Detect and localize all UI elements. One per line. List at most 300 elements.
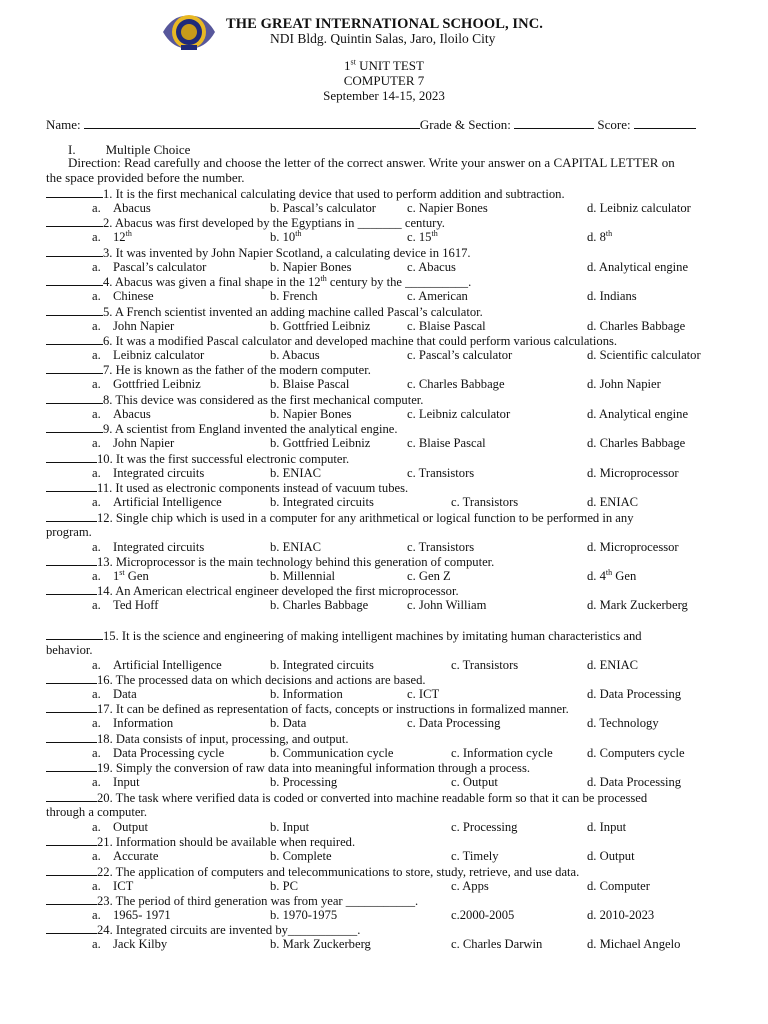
question-text: It used as electronic components instead of vacuum tubes. — [112, 481, 409, 495]
choice-text: c. Charles Babbage — [407, 377, 505, 391]
choice-text: c. Timely — [451, 849, 499, 863]
question-number: 22. — [97, 865, 113, 879]
choice-text: 12 — [113, 230, 126, 244]
choice-d[interactable] — [587, 407, 688, 422]
answer-blank[interactable] — [46, 672, 97, 684]
choice-text: c. 15 — [407, 230, 432, 244]
choice-d[interactable] — [587, 658, 638, 673]
choice-b[interactable] — [270, 937, 371, 952]
choice-text: c. Transistors — [451, 495, 519, 509]
choice-text: d. Mark Zuckerberg — [587, 598, 688, 612]
question-number: 8. — [103, 393, 113, 407]
choice-text: b. PC — [270, 879, 298, 893]
answer-blank[interactable] — [46, 760, 97, 772]
choice-a-letter: a. — [92, 540, 101, 554]
choice-d[interactable] — [587, 348, 701, 363]
superscript: st — [119, 567, 125, 577]
choice-b[interactable] — [270, 348, 320, 363]
question-text: He is known as the father of the modern computer. — [112, 363, 371, 377]
question-17 — [46, 701, 569, 716]
choice-text: c. Leibniz calculator — [407, 407, 511, 421]
directions — [46, 155, 728, 185]
choice-text: c. Gen Z — [407, 569, 451, 583]
choice-c[interactable] — [407, 348, 512, 363]
student-info-line — [46, 117, 696, 133]
choice-text: d. 2010-2023 — [587, 908, 655, 922]
answer-blank[interactable] — [46, 834, 97, 846]
answer-blank[interactable] — [46, 790, 97, 802]
choice-c[interactable] — [451, 746, 553, 761]
choice-text: d. Charles Babbage — [587, 436, 686, 450]
choice-d[interactable] — [587, 849, 635, 864]
choice-text: c. Pascal’s calculator — [407, 348, 513, 362]
choice-text: d. 4 — [587, 569, 606, 583]
choice-a-letter: a. — [92, 201, 101, 215]
choice-a[interactable] — [113, 775, 140, 790]
choice-text: d. ENIAC — [587, 495, 639, 509]
choice-text: Information — [113, 716, 174, 730]
choice-c[interactable] — [407, 598, 486, 613]
question-10 — [46, 451, 349, 466]
question-19 — [46, 760, 530, 775]
choice-b[interactable] — [270, 849, 332, 864]
question-number: 10. — [97, 452, 113, 466]
choice-text: b. Abacus — [270, 348, 320, 362]
choice-b[interactable] — [270, 820, 309, 835]
choice-text: d. Output — [587, 849, 635, 863]
question-text: The processed data on which decisions and actions are based. — [112, 673, 426, 687]
choice-a[interactable] — [113, 319, 174, 334]
answer-blank[interactable] — [46, 864, 97, 876]
choice-a-letter: a. — [92, 716, 101, 730]
choice-text: c. Apps — [451, 879, 489, 893]
choice-text: Accurate — [113, 849, 159, 863]
choice-text: b. Charles Babbage — [270, 598, 369, 612]
choice-text: c. Transistors — [407, 540, 475, 554]
choice-b[interactable] — [270, 201, 376, 216]
choice-a[interactable] — [113, 746, 224, 761]
choice-text: b. ENIAC — [270, 466, 322, 480]
score-label: Score: — [594, 117, 634, 132]
question-number: 16. — [97, 673, 113, 687]
choice-a[interactable] — [113, 569, 149, 584]
choice-text: c. Blaise Pascal — [407, 319, 486, 333]
choice-a-letter: a. — [92, 746, 101, 760]
choice-c[interactable] — [451, 775, 498, 790]
choice-b[interactable] — [270, 540, 321, 555]
question-continuation: behavior. — [46, 643, 93, 657]
question-number: 6. — [103, 334, 113, 348]
choice-text: d. Scientific calculator — [587, 348, 701, 362]
choice-text: b. Millennial — [270, 569, 336, 583]
choice-text: c. American — [407, 289, 468, 303]
choice-text: c. Blaise Pascal — [407, 436, 486, 450]
choice-d[interactable] — [587, 540, 679, 555]
choice-c[interactable] — [407, 687, 439, 702]
question-4 — [46, 274, 471, 289]
choice-a-letter: a. — [92, 849, 101, 863]
question-20 — [46, 790, 647, 805]
score-field[interactable] — [634, 117, 696, 129]
answer-blank[interactable] — [46, 392, 103, 404]
choice-text: Pascal’s calculator — [113, 260, 207, 274]
choice-d[interactable] — [587, 289, 637, 304]
choice-text: c.2000-2005 — [451, 908, 515, 922]
choice-c[interactable] — [407, 377, 505, 392]
choice-text: b. Complete — [270, 849, 332, 863]
choice-a[interactable] — [113, 230, 132, 245]
choice-text: Data — [113, 687, 137, 701]
superscript: th — [295, 228, 302, 238]
choice-c[interactable] — [407, 540, 474, 555]
choice-text: Abacus — [113, 201, 151, 215]
choice-text: Data Processing cycle — [113, 746, 225, 760]
choice-a[interactable] — [113, 407, 151, 422]
choice-text: John Napier — [113, 436, 175, 450]
answer-blank[interactable] — [46, 480, 97, 492]
choice-a[interactable] — [113, 540, 204, 555]
choice-a-letter: a. — [92, 658, 101, 672]
question-8 — [46, 392, 423, 407]
choice-text: d. Computer — [587, 879, 650, 893]
answer-blank[interactable] — [46, 215, 103, 227]
question-12 — [46, 510, 634, 525]
question-text: century by the __________. — [326, 275, 472, 289]
choice-c[interactable] — [451, 495, 518, 510]
choice-b[interactable] — [270, 658, 374, 673]
superscript: th — [320, 273, 327, 283]
choice-d[interactable] — [587, 908, 654, 923]
choice-text: b. Data — [270, 716, 307, 730]
choice-text: Integrated circuits — [113, 466, 205, 480]
question-7 — [46, 362, 371, 377]
choice-text: c. Abacus — [407, 260, 456, 274]
choice-a[interactable] — [113, 495, 222, 510]
choice-c[interactable] — [451, 849, 499, 864]
choice-text: Artificial Intelligence — [113, 495, 222, 509]
choice-d[interactable] — [587, 598, 688, 613]
choice-c[interactable] — [407, 230, 438, 245]
choice-text: b. Mark Zuckerberg — [270, 937, 371, 951]
superscript: th — [125, 228, 132, 238]
question-text: Abacus was first developed by the Egyptians in _______ century. — [112, 216, 445, 230]
choice-c[interactable] — [407, 407, 510, 422]
choice-text: d. Microprocessor — [587, 540, 679, 554]
question-16 — [46, 672, 426, 687]
choice-c[interactable] — [407, 716, 500, 731]
choice-text: d. Analytical engine — [587, 407, 689, 421]
choice-text: Gottfried Leibniz — [113, 377, 201, 391]
question-3 — [46, 245, 471, 260]
choice-a[interactable] — [113, 908, 171, 923]
choice-text: d. Michael Angelo — [587, 937, 681, 951]
question-text: It was invented by John Napier Scotland, a calculating device in 1617. — [112, 246, 471, 260]
school-seal-logo — [161, 12, 217, 52]
choice-text: Chinese — [113, 289, 154, 303]
question-text: It was a modified Pascal calculator and developed machine that could perform various calculations. — [112, 334, 618, 348]
choice-d[interactable] — [587, 716, 659, 731]
section-number: I. — [68, 142, 76, 157]
choice-text: 1965- 1971 — [113, 908, 171, 922]
choice-text: b. Blaise Pascal — [270, 377, 350, 391]
choice-text: c. Transistors — [407, 466, 475, 480]
choice-a[interactable] — [113, 348, 204, 363]
choice-text: Leibniz calculator — [113, 348, 205, 362]
direction-line-2: the space provided before the number. — [46, 169, 245, 185]
answer-blank[interactable] — [46, 731, 97, 743]
question-number: 9. — [103, 422, 113, 436]
choice-b[interactable] — [270, 319, 370, 334]
name-field[interactable] — [84, 117, 420, 129]
choice-b[interactable] — [270, 775, 337, 790]
choice-text: b. Napier Bones — [270, 407, 352, 421]
choice-d[interactable] — [587, 495, 638, 510]
choice-text: Gen — [612, 569, 637, 583]
question-text: Integrated circuits are invented by___________. — [112, 923, 361, 937]
question-number: 18. — [97, 732, 113, 746]
question-number: 12. — [97, 511, 113, 525]
choice-d[interactable] — [587, 230, 612, 245]
choice-d[interactable] — [587, 879, 650, 894]
choice-b[interactable] — [270, 466, 321, 481]
answer-blank[interactable] — [46, 701, 97, 713]
choice-text: c. Information cycle — [451, 746, 553, 760]
question-number: 21. — [97, 835, 113, 849]
question-text: It was the first successful electronic computer. — [112, 452, 350, 466]
question-number: 20. — [97, 791, 113, 805]
choice-text: c. ICT — [407, 687, 440, 701]
answer-blank[interactable] — [46, 333, 103, 345]
choice-a-letter: a. — [92, 775, 101, 789]
choice-text: d. Leibniz calculator — [587, 201, 691, 215]
choice-d[interactable] — [587, 746, 685, 761]
test-date: September 14-15, 2023 — [323, 88, 445, 103]
choice-a-letter: a. — [92, 598, 101, 612]
choice-a-letter: a. — [92, 377, 101, 391]
choice-text: Jack Kilby — [113, 937, 168, 951]
choice-text: b. Processing — [270, 775, 338, 789]
question-text: Microprocessor is the main technology behind this generation of computer. — [112, 555, 495, 569]
choice-a[interactable] — [113, 658, 222, 673]
answer-blank[interactable] — [46, 510, 97, 522]
choice-a[interactable] — [113, 598, 158, 613]
question-number: 17. — [97, 702, 113, 716]
question-continuation: program. — [46, 525, 92, 539]
choice-d[interactable] — [587, 820, 626, 835]
question-number: 4. — [103, 275, 113, 289]
choice-b[interactable] — [270, 407, 352, 422]
choice-text: d. Microprocessor — [587, 466, 679, 480]
choice-c[interactable] — [407, 201, 488, 216]
choice-c[interactable] — [407, 260, 456, 275]
choice-a-letter: a. — [92, 319, 101, 333]
subject-title: COMPUTER 7 — [343, 73, 425, 88]
question-text: Single chip which is used in a computer for any arithmetical or logical function to be performed in any — [112, 511, 634, 525]
choice-c[interactable] — [407, 569, 451, 584]
question-continuation: through a computer. — [46, 805, 148, 819]
question-number: 7. — [103, 363, 113, 377]
choice-a[interactable] — [113, 879, 133, 894]
answer-blank[interactable] — [46, 362, 103, 374]
choice-text: b. 1970-1975 — [270, 908, 338, 922]
answer-blank[interactable] — [46, 893, 97, 905]
choice-a[interactable] — [113, 436, 174, 451]
choice-a-letter: a. — [92, 407, 101, 421]
choice-a[interactable] — [113, 937, 167, 952]
choice-a[interactable] — [113, 260, 206, 275]
test-title: 1st UNIT TEST — [344, 57, 424, 73]
question-number: 1. — [103, 187, 113, 201]
choice-a[interactable] — [113, 820, 148, 835]
choice-c[interactable] — [407, 436, 486, 451]
answer-blank[interactable] — [46, 554, 97, 566]
choice-a[interactable] — [113, 687, 137, 702]
choice-text: c. Transistors — [451, 658, 519, 672]
choice-text: d. Indians — [587, 289, 637, 303]
choice-text: c. Processing — [451, 820, 518, 834]
choice-text: 1 — [113, 569, 120, 583]
question-2 — [46, 215, 445, 230]
answer-blank[interactable] — [46, 628, 103, 640]
question-text: Abacus was given a final shape in the 12 — [112, 275, 321, 289]
choice-a-letter: a. — [92, 289, 101, 303]
choice-a[interactable] — [113, 716, 173, 731]
answer-blank[interactable] — [46, 583, 97, 595]
question-24 — [46, 922, 360, 937]
choice-a[interactable] — [113, 849, 158, 864]
choice-c[interactable] — [451, 908, 514, 923]
choice-text: c. Data Processing — [407, 716, 501, 730]
question-text: A French scientist invented an adding machine called Pascal’s calculator. — [112, 305, 483, 319]
choice-text: c. Charles Darwin — [451, 937, 543, 951]
choice-text: b. Input — [270, 820, 310, 834]
question-number: 2. — [103, 216, 113, 230]
answer-blank[interactable] — [46, 421, 103, 433]
choice-text: b. Information — [270, 687, 343, 701]
school-address: NDI Bldg. Quintin Salas, Jaro, Iloilo City — [270, 31, 496, 46]
grade-section-field[interactable] — [514, 117, 594, 129]
choice-c[interactable] — [407, 289, 468, 304]
choice-d[interactable] — [587, 466, 679, 481]
choice-c[interactable] — [407, 466, 474, 481]
choice-text: Ted Hoff — [113, 598, 159, 612]
answer-blank[interactable] — [46, 186, 103, 198]
choice-d[interactable] — [587, 377, 661, 392]
question-text: This device was considered as the first mechanical computer. — [112, 393, 424, 407]
question-15 — [46, 628, 642, 643]
choice-a-letter: a. — [92, 820, 101, 834]
choice-text: d. Technology — [587, 716, 659, 730]
choice-b[interactable] — [270, 377, 349, 392]
choice-c[interactable] — [451, 658, 518, 673]
choice-text: Output — [113, 820, 148, 834]
choice-a[interactable] — [113, 377, 201, 392]
choice-a-letter: a. — [92, 937, 101, 951]
choice-d[interactable] — [587, 775, 681, 790]
choice-text: d. ENIAC — [587, 658, 639, 672]
choice-d[interactable] — [587, 436, 685, 451]
choice-b[interactable] — [270, 289, 318, 304]
choice-a-letter: a. — [92, 436, 101, 450]
choice-text: d. Charles Babbage — [587, 319, 686, 333]
choice-text: b. Communication cycle — [270, 746, 394, 760]
choice-d[interactable] — [587, 260, 688, 275]
question-6 — [46, 333, 617, 348]
choice-b[interactable] — [270, 908, 337, 923]
choice-a-letter: a. — [92, 908, 101, 922]
choice-b[interactable] — [270, 746, 393, 761]
choice-d[interactable] — [587, 937, 680, 952]
question-text: It is the first mechanical calculating device that used to perform addition and subtraction. — [112, 187, 565, 201]
choice-text: d. 8 — [587, 230, 606, 244]
choice-d[interactable] — [587, 687, 681, 702]
choice-d[interactable] — [587, 569, 636, 584]
question-number: 15. — [103, 629, 119, 643]
superscript: th — [431, 228, 438, 238]
question-text: Data consists of input, processing, and output. — [112, 732, 349, 746]
answer-blank[interactable] — [46, 304, 103, 316]
choice-b[interactable] — [270, 495, 374, 510]
question-text: The period of third generation was from year ___________. — [112, 894, 419, 908]
choice-text: John Napier — [113, 319, 175, 333]
direction-line-1: Direction: Read carefully and choose the letter of the correct answer. Write your answer on a CAPITAL LETTER on — [68, 155, 675, 170]
choice-text: d. Input — [587, 820, 627, 834]
choice-a-letter: a. — [92, 466, 101, 480]
answer-blank[interactable] — [46, 274, 103, 286]
answer-blank[interactable] — [46, 451, 97, 463]
choice-b[interactable] — [270, 598, 368, 613]
choice-b[interactable] — [270, 879, 298, 894]
choice-b[interactable] — [270, 436, 370, 451]
choice-b[interactable] — [270, 260, 352, 275]
superscript: th — [605, 228, 613, 238]
choice-a-letter: a. — [92, 687, 101, 701]
choice-text: ICT — [113, 879, 134, 893]
answer-blank[interactable] — [46, 245, 103, 257]
choice-b[interactable] — [270, 716, 306, 731]
choice-a[interactable] — [113, 289, 154, 304]
choice-text: Artificial Intelligence — [113, 658, 222, 672]
question-number: 3. — [103, 246, 113, 260]
choice-d[interactable] — [587, 201, 691, 216]
choice-text: c. Output — [451, 775, 498, 789]
choice-text: d. Data Processing — [587, 687, 682, 701]
question-number: 5. — [103, 305, 113, 319]
choice-text: b. Napier Bones — [270, 260, 352, 274]
choice-text: b. Integrated circuits — [270, 658, 374, 672]
choice-c[interactable] — [407, 319, 486, 334]
school-name: THE GREAT INTERNATIONAL SCHOOL, INC. — [226, 16, 544, 32]
choice-d[interactable] — [587, 319, 685, 334]
section-title: Multiple Choice — [105, 142, 191, 157]
choice-c[interactable] — [451, 879, 489, 894]
question-text: An American electrical engineer developed the first microprocessor. — [112, 584, 459, 598]
choice-c[interactable] — [451, 937, 542, 952]
answer-blank[interactable] — [46, 922, 97, 934]
choice-b[interactable] — [270, 569, 335, 584]
choice-b[interactable] — [270, 230, 301, 245]
choice-text: b. Gottfried Leibniz — [270, 436, 371, 450]
question-18 — [46, 731, 349, 746]
choice-c[interactable] — [451, 820, 517, 835]
choice-a[interactable] — [113, 201, 151, 216]
choice-b[interactable] — [270, 687, 343, 702]
question-23 — [46, 893, 418, 908]
superscript: th — [605, 567, 613, 577]
choice-text: Input — [113, 775, 140, 789]
choice-a[interactable] — [113, 466, 204, 481]
question-number: 24. — [97, 923, 113, 937]
